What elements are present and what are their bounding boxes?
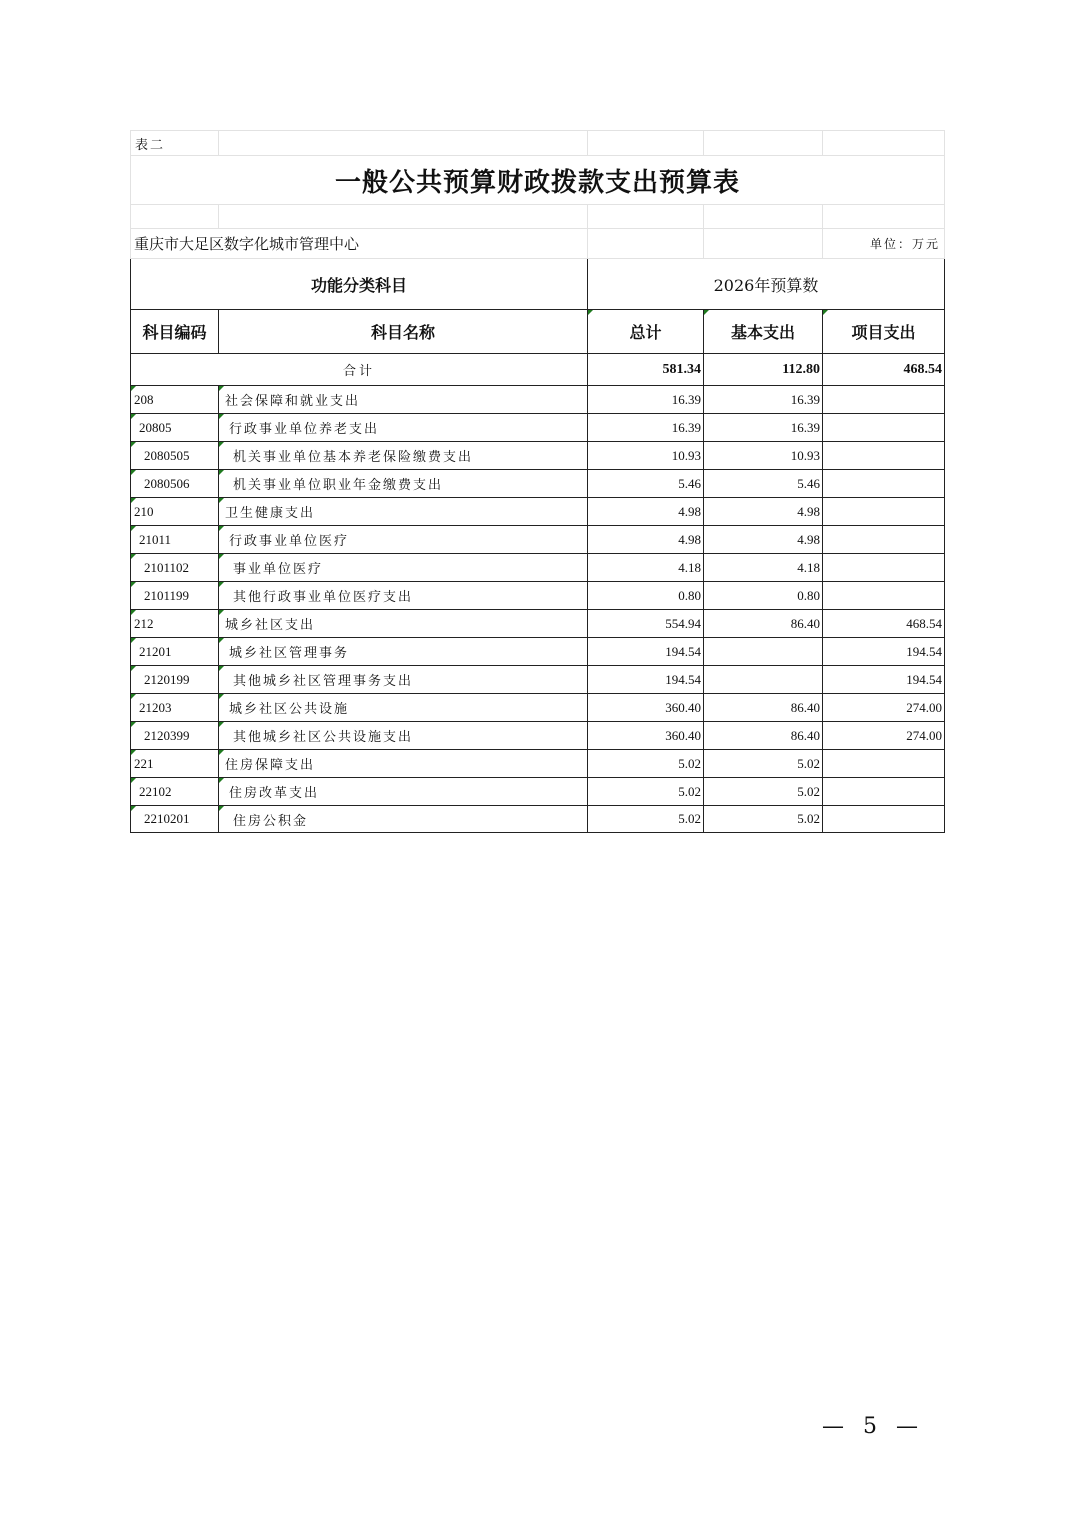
- row-basic: 86.40: [704, 694, 823, 722]
- header-function-category: 功能分类科目: [131, 259, 588, 310]
- row-project: 274.00: [823, 694, 945, 722]
- table-row: [131, 442, 945, 470]
- row-name: 城乡社区公共设施: [219, 694, 588, 722]
- row-code: 22102: [131, 778, 219, 806]
- row-total: 4.18: [588, 554, 704, 582]
- row-total: 0.80: [588, 582, 704, 610]
- row-project: [823, 414, 945, 442]
- page-number: — 5 —: [822, 1414, 924, 1439]
- row-total: 4.98: [588, 498, 704, 526]
- row-name: 住房保障支出: [219, 750, 588, 778]
- row-name: 社会保障和就业支出: [219, 386, 588, 414]
- page-title: 一般公共预算财政拨款支出预算表: [131, 156, 945, 205]
- row-project: [823, 750, 945, 778]
- row-basic: 86.40: [704, 722, 823, 750]
- table-row: [131, 694, 945, 722]
- unit-label: 单位：万元: [823, 229, 945, 259]
- header-code: 科目编码: [131, 310, 219, 354]
- row-project: 194.54: [823, 638, 945, 666]
- row-total: 5.02: [588, 806, 704, 833]
- row-code: 221: [131, 750, 219, 778]
- table-tag: 表二: [131, 131, 219, 156]
- row-basic: 16.39: [704, 386, 823, 414]
- row-project: [823, 582, 945, 610]
- row-code: 20805: [131, 414, 219, 442]
- row-total: 5.02: [588, 750, 704, 778]
- table-row: [131, 778, 945, 806]
- row-basic: 5.02: [704, 750, 823, 778]
- row-project: 194.54: [823, 666, 945, 694]
- row-project: [823, 498, 945, 526]
- row-code: 2080506: [131, 470, 219, 498]
- table-row: [131, 414, 945, 442]
- row-basic: 4.98: [704, 498, 823, 526]
- row-basic: 4.18: [704, 554, 823, 582]
- row-code: 2120199: [131, 666, 219, 694]
- row-code: 21011: [131, 526, 219, 554]
- row-project: [823, 442, 945, 470]
- header-basic: 基本支出: [704, 310, 823, 354]
- header-budget-year: 2026年预算数: [588, 259, 945, 310]
- row-project: [823, 526, 945, 554]
- row-basic: [704, 638, 823, 666]
- row-total: 10.93: [588, 442, 704, 470]
- row-project: [823, 386, 945, 414]
- table-row: [131, 750, 945, 778]
- row-basic: 5.02: [704, 806, 823, 833]
- row-basic: 10.93: [704, 442, 823, 470]
- row-basic: 86.40: [704, 610, 823, 638]
- row-project: [823, 470, 945, 498]
- total-label: 合计: [131, 354, 588, 386]
- row-name: 城乡社区支出: [219, 610, 588, 638]
- row-basic: 16.39: [704, 414, 823, 442]
- row-total: 4.98: [588, 526, 704, 554]
- budget-table: [130, 130, 945, 833]
- row-project: [823, 806, 945, 833]
- row-project: [823, 554, 945, 582]
- row-code: 210: [131, 498, 219, 526]
- table-row: [131, 666, 945, 694]
- row-basic: 5.46: [704, 470, 823, 498]
- row-basic: 4.98: [704, 526, 823, 554]
- total-basic: 112.80: [704, 354, 823, 386]
- row-code: 21201: [131, 638, 219, 666]
- total-row: [131, 354, 945, 386]
- row-code: 21203: [131, 694, 219, 722]
- row-name: 卫生健康支出: [219, 498, 588, 526]
- row-total: 5.02: [588, 778, 704, 806]
- total-sum: 581.34: [588, 354, 704, 386]
- row-code: 208: [131, 386, 219, 414]
- row-total: 360.40: [588, 722, 704, 750]
- row-total: 5.46: [588, 470, 704, 498]
- row-name: 城乡社区管理事务: [219, 638, 588, 666]
- org-name: 重庆市大足区数字化城市管理中心: [131, 229, 588, 259]
- row-name: 行政事业单位医疗: [219, 526, 588, 554]
- budget-sheet: [130, 130, 944, 833]
- row-basic: 5.02: [704, 778, 823, 806]
- table-row: [131, 582, 945, 610]
- row-total: 194.54: [588, 638, 704, 666]
- row-total: 16.39: [588, 414, 704, 442]
- row-name: 机关事业单位职业年金缴费支出: [219, 470, 588, 498]
- row-name: 住房改革支出: [219, 778, 588, 806]
- table-row: [131, 806, 945, 833]
- row-code: 2101102: [131, 554, 219, 582]
- row-name: 其他城乡社区管理事务支出: [219, 666, 588, 694]
- table-row: [131, 526, 945, 554]
- row-name: 事业单位医疗: [219, 554, 588, 582]
- row-basic: 0.80: [704, 582, 823, 610]
- row-project: 274.00: [823, 722, 945, 750]
- table-row: [131, 610, 945, 638]
- total-project: 468.54: [823, 354, 945, 386]
- header-name: 科目名称: [219, 310, 588, 354]
- row-project: 468.54: [823, 610, 945, 638]
- table-row: [131, 498, 945, 526]
- row-total: 554.94: [588, 610, 704, 638]
- table-row: [131, 386, 945, 414]
- row-name: 其他城乡社区公共设施支出: [219, 722, 588, 750]
- row-basic: [704, 666, 823, 694]
- row-code: 2101199: [131, 582, 219, 610]
- row-total: 360.40: [588, 694, 704, 722]
- row-name: 住房公积金: [219, 806, 588, 833]
- row-total: 16.39: [588, 386, 704, 414]
- table-row: [131, 470, 945, 498]
- header-project: 项目支出: [823, 310, 945, 354]
- row-total: 194.54: [588, 666, 704, 694]
- row-code: 2210201: [131, 806, 219, 833]
- row-code: 2080505: [131, 442, 219, 470]
- table-row: [131, 638, 945, 666]
- table-row: [131, 554, 945, 582]
- header-total: 总计: [588, 310, 704, 354]
- row-name: 其他行政事业单位医疗支出: [219, 582, 588, 610]
- row-code: 2120399: [131, 722, 219, 750]
- row-code: 212: [131, 610, 219, 638]
- row-name: 行政事业单位养老支出: [219, 414, 588, 442]
- row-project: [823, 778, 945, 806]
- table-row: [131, 722, 945, 750]
- row-name: 机关事业单位基本养老保险缴费支出: [219, 442, 588, 470]
